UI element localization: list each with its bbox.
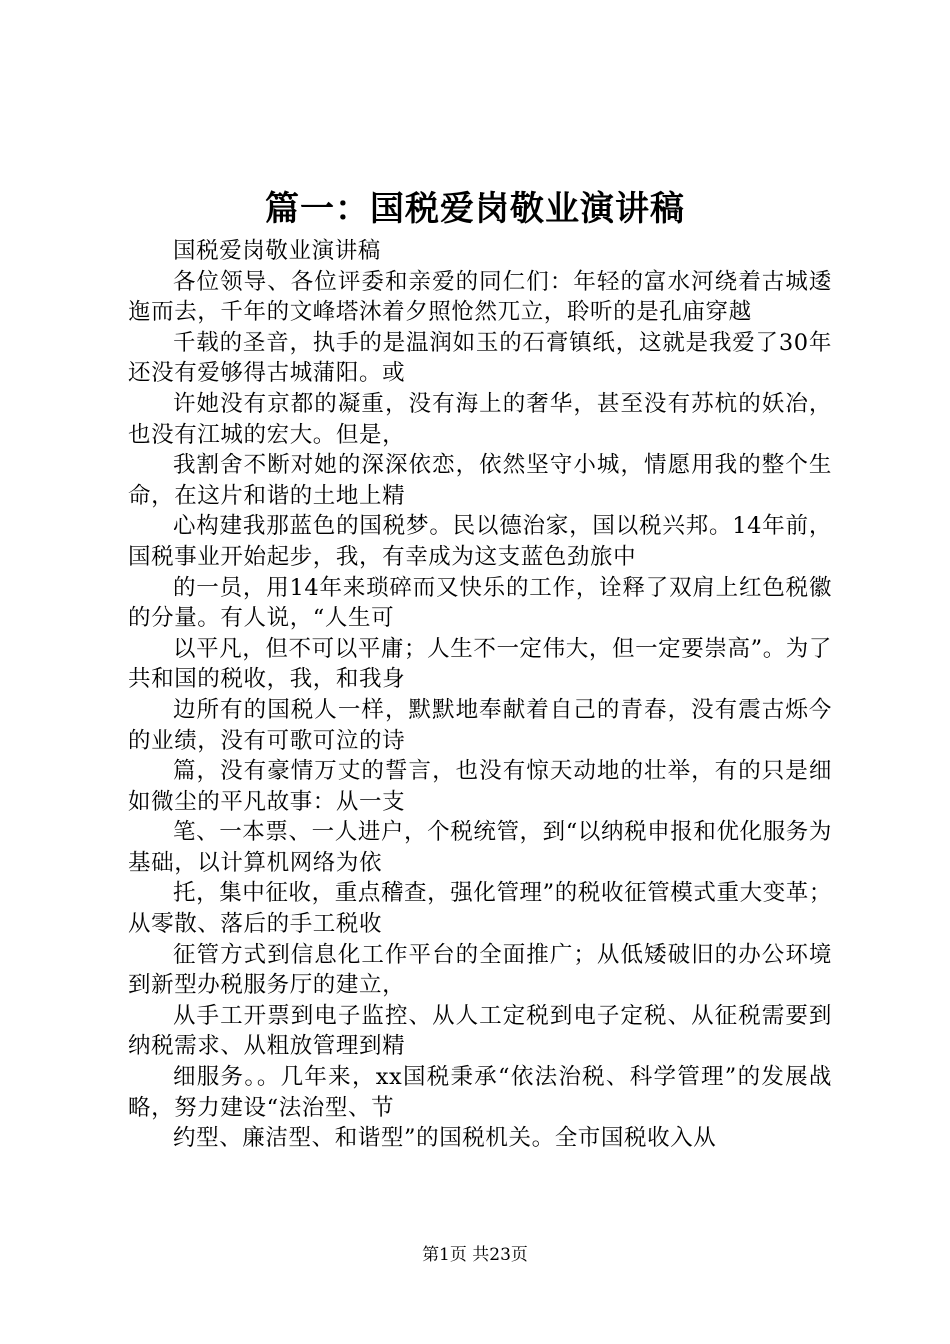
paragraph: 许她没有京都的凝重，没有海上的奢华，甚至没有苏杭的妖冶，也没有江城的宏大。但是，: [128, 390, 832, 448]
paragraph: 心构建我那蓝色的国税梦。民以德治家，国以税兴邦。14年前，国税事业开始起步，我，有幸成为这支蓝色劲旅中: [128, 513, 832, 570]
paragraph: 细服务。。几年来，xx国税秉承“依法治税、科学管理”的发展战略，努力建设“法治型、节: [128, 1064, 832, 1121]
paragraph: 的一员，用14年来琐碎而又快乐的工作，诠释了双肩上红色税徽的分量。有人说，“人生可: [128, 574, 832, 632]
paragraph: 千载的圣音，执手的是温润如玉的石膏镇纸，这就是我爱了30年还没有爱够得古城蒲阳。或: [128, 329, 832, 387]
paragraph: 边所有的国税人一样，默默地奉献着自己的青春，没有震古烁今的业绩，没有可歌可泣的诗: [128, 696, 832, 754]
page-number-footer: 第1页 共23页: [422, 1245, 528, 1265]
document-title: 篇一：国税爱岗敬业演讲稿: [265, 189, 685, 229]
document-body: [128, 236, 832, 1154]
paragraph: 约型、廉洁型、和谐型”的国税机关。全市国税收入从: [173, 1125, 717, 1152]
paragraph: 托，集中征收，重点稽查，强化管理”的税收征管模式重大变革；从零散、落后的手工税收: [128, 880, 832, 938]
paragraph: 征管方式到信息化工作平台的全面推广；从低矮破旧的办公环境到新型办税服务厅的建立，: [128, 941, 832, 999]
paragraph: 篇，没有豪情万丈的誓言，也没有惊天动地的壮举，有的只是细如微尘的平凡故事：从一支: [128, 758, 832, 815]
paragraph: 笔、一本票、一人进户，个税统管，到“以纳税申报和优化服务为基础，以计算机网络为依: [128, 819, 832, 876]
paragraph: 国税爱岗敬业演讲稿: [173, 238, 381, 264]
paragraph: 以平凡，但不可以平庸；人生不一定伟大，但一定要崇高”。为了共和国的税收，我，和我身: [128, 635, 832, 693]
paragraph: 我割舍不断对她的深深依恋，依然坚守小城，情愿用我的整个生命，在这片和谐的土地上精: [128, 452, 832, 509]
paragraph: 从手工开票到电子监控、从人工定税到电子定税、从征税需要到纳税需求、从粗放管理到精: [128, 1002, 832, 1060]
paragraph: 各位领导、各位评委和亲爱的同仁们：年轻的富水河绕着古城逶迤而去，千年的文峰塔沐着夕照怆然兀立，聆听的是孔庙穿越: [128, 268, 832, 326]
